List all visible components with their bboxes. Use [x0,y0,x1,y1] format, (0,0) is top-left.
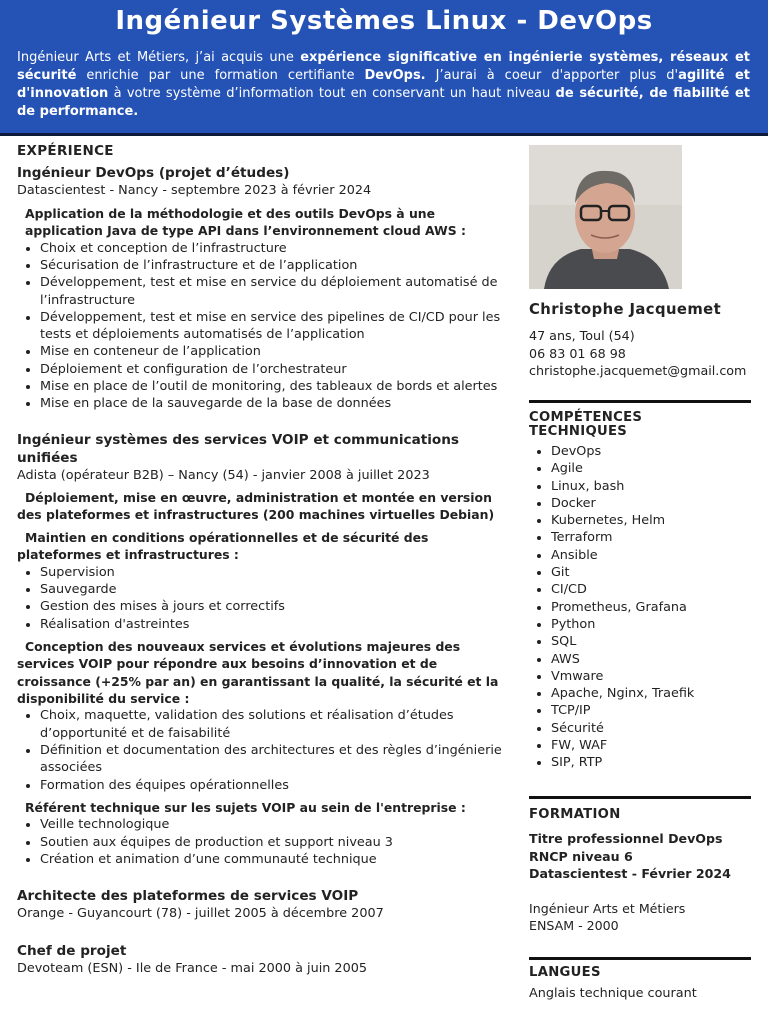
header-banner [0,0,768,136]
intro-bold: de sécurité, de fiabilité et de performance. [17,86,750,119]
job-description: Déploiement, mise en œuvre, administration et montée en version des plateformes et infrastructures (200 machines virtuelles Debian) [17,490,495,523]
section-divider [529,796,751,799]
list-item: • Choix et conception de l’infrastructure [40,240,507,257]
list-item: • Choix, maquette, validation des solutions et réalisation d’études d’opportunité et de faisabilité [40,707,507,742]
contact-info [529,327,746,380]
job-meta: Orange - Guyancourt (78) - juillet 2005 à décembre 2007 [17,906,384,922]
job-meta: Devoteam (ESN) - Ile de France - mai 2000 à juin 2005 [17,960,367,976]
job-entry [17,431,507,869]
languages-heading: LANGUES [529,965,601,980]
formation-line: Titre professionnel DevOps [529,831,723,846]
list-item: • Réalisation d'astreintes [40,616,507,633]
skill-item: • Linux, bash [551,478,751,495]
skill-item: • AWS [551,651,751,668]
page-title: Ingénieur Systèmes Linux - DevOps [115,6,653,36]
intro-bold: DevOps. [364,68,426,83]
skill-item: • DevOps [551,443,751,460]
skill-item: • Python [551,616,751,633]
skill-item: • Apache, Nginx, Traefik [551,685,751,702]
skills-list [529,443,751,772]
skills-list-container [529,443,751,772]
list-item: • Sécurisation de l’infrastructure et de l’application [40,257,507,274]
intro-bold: expérience significative en ingénierie systèmes, réseaux et sécurité [17,50,750,83]
skills-heading [529,411,642,439]
skill-item: • Terraform [551,529,751,546]
profile-photo [529,145,682,289]
section-divider [529,400,751,403]
job-entry [17,164,507,412]
job-description: Application de la méthodologie et des outils DevOps à une application Java de type API dans l’environnement cloud AWS : [25,205,466,239]
job-entry [17,887,507,922]
job-entry [17,942,507,977]
formation-heading: FORMATION [529,807,621,822]
job-title: Chef de projet [17,942,127,959]
job-task-list [17,240,507,413]
job-meta: Adista (opérateur B2B) – Nancy (54) - janvier 2008 à juillet 2023 [17,467,430,483]
list-item: • Soutien aux équipes de production et support niveau 3 [40,834,507,851]
formation-details [529,830,731,935]
list-item: • Formation des équipes opérationnelles [40,777,507,794]
intro-paragraph [17,49,750,121]
list-item: • Mise en place de la sauvegarde de la base de données [40,395,507,412]
job-meta: Datascientest - Nancy - septembre 2023 à février 2024 [17,183,372,199]
experience-section [17,143,507,991]
skill-item: • Kubernetes, Helm [551,512,751,529]
skill-item: • SIP, RTP [551,754,751,771]
intro-text: à votre système d’information tout en conservant un haut niveau [108,86,556,101]
skill-item: • Docker [551,495,751,512]
job-description: Maintien en conditions opérationnelles et de sécurité des plateformes et infrastructures : [17,529,429,563]
age-city: 47 ans, Toul (54) [529,328,635,343]
formation-line: Ingénieur Arts et Métiers [529,900,686,916]
list-item: • Veille technologique [40,816,507,833]
skill-item: • TCP/IP [551,702,751,719]
list-item: • Sauvegarde [40,581,507,598]
formation-line: RNCP niveau 6 [529,848,633,864]
job-title: Ingénieur systèmes des services VOIP et communications unifiées [17,431,460,466]
language-value: Anglais technique courant [529,986,697,1001]
list-item: • Mise en place de l’outil de monitoring, des tableaux de bords et alertes [40,378,507,395]
experience-heading: EXPÉRIENCE [17,143,114,159]
list-item: • Supervision [40,564,507,581]
section-divider [529,957,751,960]
list-item: • Gestion des mises à jours et correctifs [40,598,507,615]
skills-heading-line: TECHNIQUES [529,424,628,439]
job-task-list [17,816,507,868]
skills-heading-line: COMPÉTENCES [529,410,643,425]
job-task-list [17,564,507,633]
formation-line: ENSAM - 2000 [529,918,619,933]
list-item: • Déploiement et configuration de l’orchestrateur [40,361,507,378]
portrait-illustration [529,145,682,289]
list-item: • Développement, test et mise en service des pipelines de CI/CD pour les tests et déploiements automatisés de l’application [40,309,507,344]
job-description: Conception des nouveaux services et évolutions majeures des services VOIP pour répondre aux besoins d’innovation et de croissance (+25% par an) en garantissant la qualité, la sécurité et la disponibilité du service : [17,638,499,707]
list-item: • Développement, test et mise en service du déploiement automatisé de l’infrastructure [40,274,507,309]
intro-text: enrichie par une formation certifiante [76,68,365,83]
phone-number: 06 83 01 68 98 [529,345,626,361]
email-address: christophe.jacquemet@gmail.com [529,363,747,378]
skill-item: • Ansible [551,547,751,564]
intro-bold: agilité et d'innovation [17,68,750,101]
skill-item: • CI/CD [551,581,751,598]
job-description: Référent technique sur les sujets VOIP au sein de l'entreprise : [25,799,466,815]
list-item: • Mise en conteneur de l’application [40,343,507,360]
job-task-list [17,707,507,793]
skill-item: • Prometheus, Grafana [551,599,751,616]
profile-name: Christophe Jacquemet [529,301,722,318]
skill-item: • FW, WAF [551,737,751,754]
job-title: Architecte des plateformes de services VOIP [17,888,359,905]
skill-item: • Agile [551,460,751,477]
intro-text: J’aurai à coeur d'apporter plus d' [425,68,679,83]
intro-text: Ingénieur Arts et Métiers, j’ai acquis une [17,50,301,65]
skill-item: • SQL [551,633,751,650]
skill-item: • Sécurité [551,720,751,737]
list-item: • Définition et documentation des architectures et des règles d’ingénierie associées [40,742,507,777]
job-title: Ingénieur DevOps (projet d’études) [17,165,290,182]
list-item: • Création et animation d’une communauté technique [40,851,507,868]
formation-line: Datascientest - Février 2024 [529,866,731,881]
skill-item: • Git [551,564,751,581]
spacer [529,883,731,900]
skill-item: • Vmware [551,668,751,685]
